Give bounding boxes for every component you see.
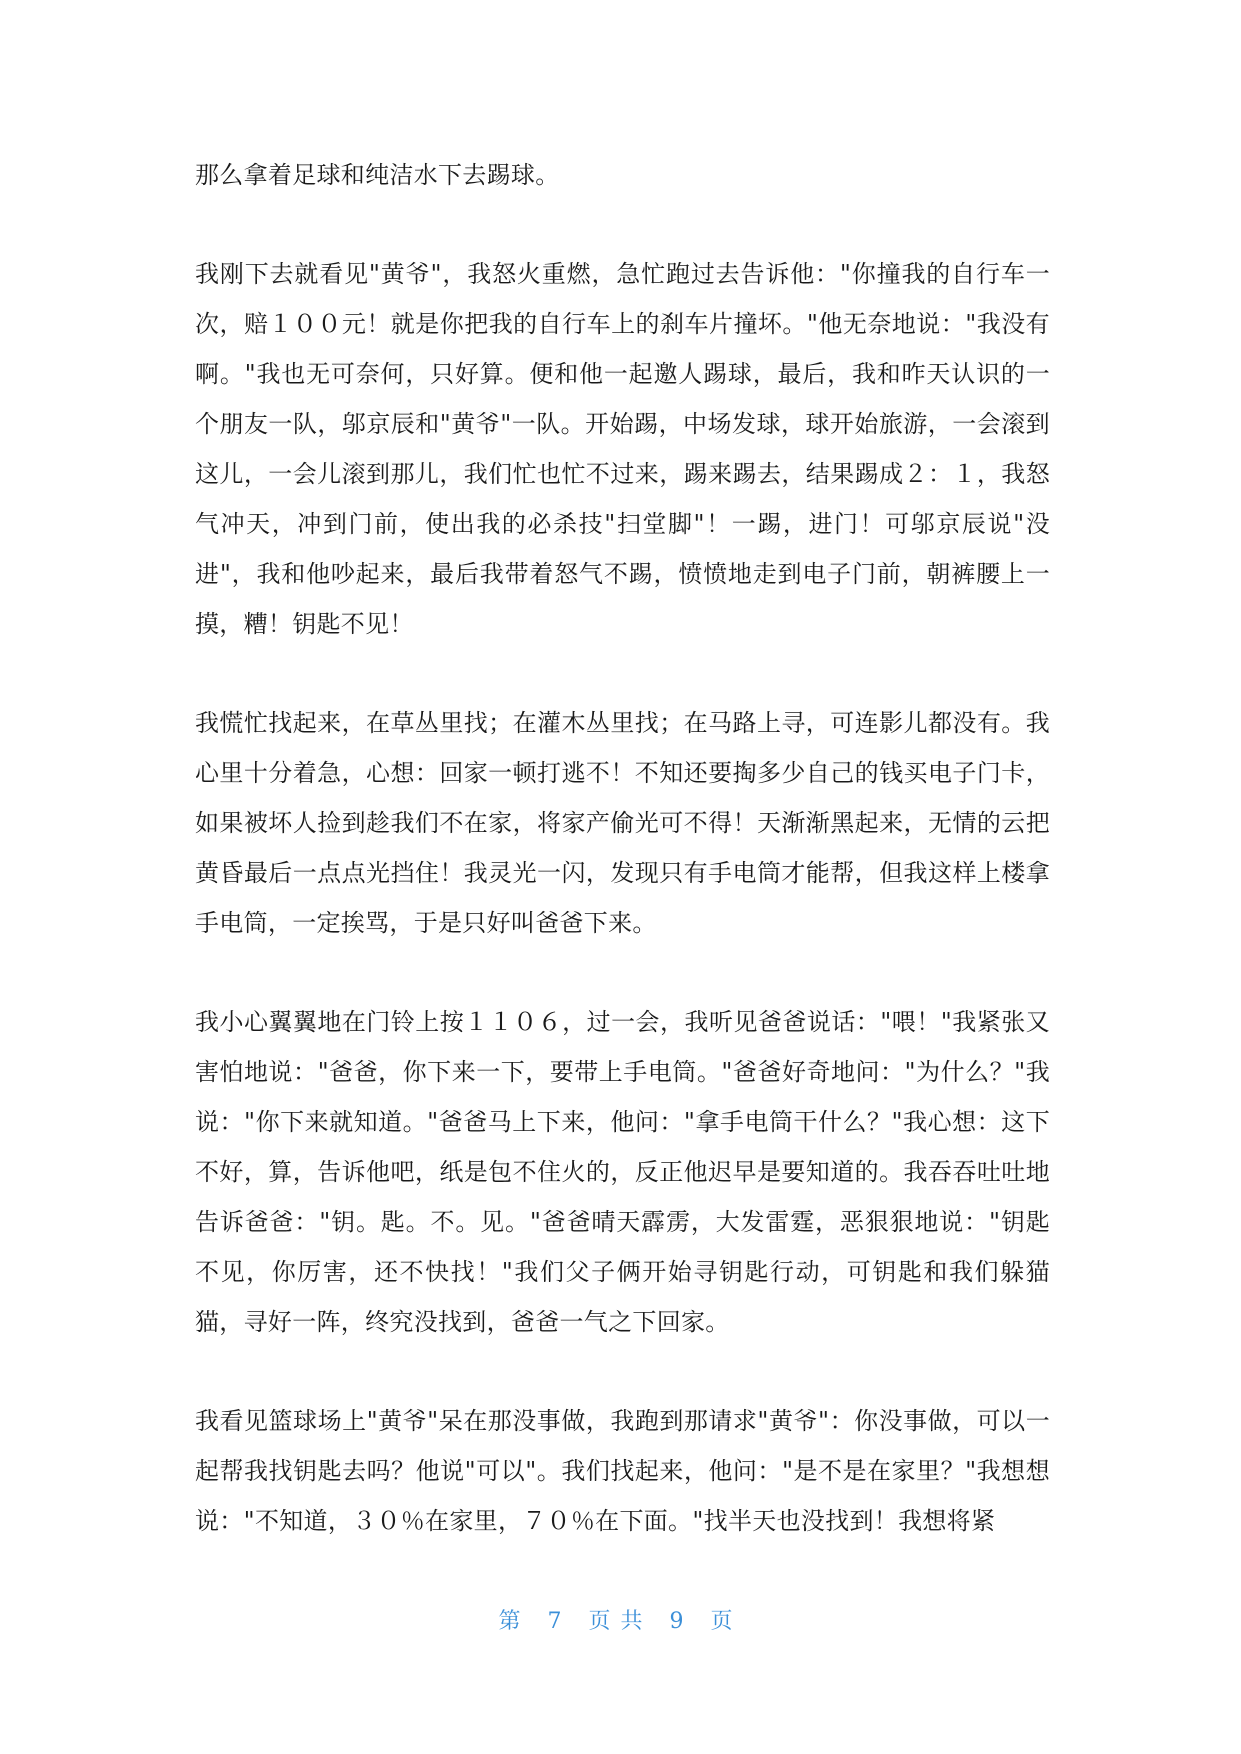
footer-suffix: 页 bbox=[710, 1609, 743, 1634]
footer-prefix: 第 bbox=[498, 1609, 531, 1634]
paragraph-3: 我慌忙找起来，在草丛里找；在灌木丛里找；在马路上寻，可连影儿都没有。我心里十分着急，心想：回家一顿打逃不！不知还要掏多少自己的钱买电子门卡，如果被坏人捡到趁我们不在家，将家产偷光可不得！天渐渐黑起来，无情的云把黄昏最后一点点光挡住！我灵光一闪，发现只有手电筒才能帮，但我这样上楼拿手电筒，一定挨骂，于是只好叫爸爸下来。 bbox=[195, 709, 1050, 937]
paragraph-1: 那么拿着足球和纯洁水下去踢球。 bbox=[195, 161, 560, 189]
paragraph-2: 我刚下去就看见"黄爷"，我怒火重燃，急忙跑过去告诉他："你撞我的自行车一次，赔１００元！就是你把我的自行车上的刹车片撞坏。"他无奈地说："我没有啊。"我也无可奈何，只好算。便和他一起邀人踢球，最后，我和昨天认识的一个朋友一队，邬京辰和"黄爷"一队。开始踢，中场发球，球开始旅游，一会滚到这儿，一会儿滚到那儿，我们忙也忙不过来，踢来踢去，结果踢成２：１，我怒气冲天，冲到门前，使出我的必杀技"扫堂脚"！一踢，进门！可邬京辰说"没进"，我和他吵起来，最后我带着怒气不踢，愤愤地走到电子门前，朝裤腰上一摸，糟！钥匙不见！ bbox=[195, 260, 1050, 638]
page-footer bbox=[0, 1604, 1241, 1635]
paragraph-5: 我看见篮球场上"黄爷"呆在那没事做，我跑到那请求"黄爷"：你没事做，可以一起帮我找钥匙去吗？他说"可以"。我们找起来，他问："是不是在家里？"我想想说："不知道，３０％在家里，７０％在下面。"找半天也没找到！我想将紧 bbox=[195, 1407, 1050, 1535]
footer-total-pages: 9 bbox=[669, 1609, 694, 1634]
footer-page-number: 7 bbox=[547, 1609, 572, 1634]
footer-middle: 页共 bbox=[588, 1609, 653, 1634]
document-body bbox=[195, 150, 1050, 1546]
paragraph-4: 我小心翼翼地在门铃上按１１０６，过一会，我听见爸爸说话："喂！"我紧张又害怕地说："爸爸，你下来一下，要带上手电筒。"爸爸好奇地问："为什么？"我说："你下来就知道。"爸爸马上下来，他问："拿手电筒干什么？"我心想：这下不好，算，告诉他吧，纸是包不住火的，反正他迟早是要知道的。我吞吞吐吐地告诉爸爸："钥。匙。不。见。"爸爸晴天霹雳，大发雷霆，恶狠狠地说："钥匙不见，你厉害，还不快找！"我们父子俩开始寻钥匙行动，可钥匙和我们躲猫猫，寻好一阵，终究没找到，爸爸一气之下回家。 bbox=[195, 1008, 1050, 1336]
